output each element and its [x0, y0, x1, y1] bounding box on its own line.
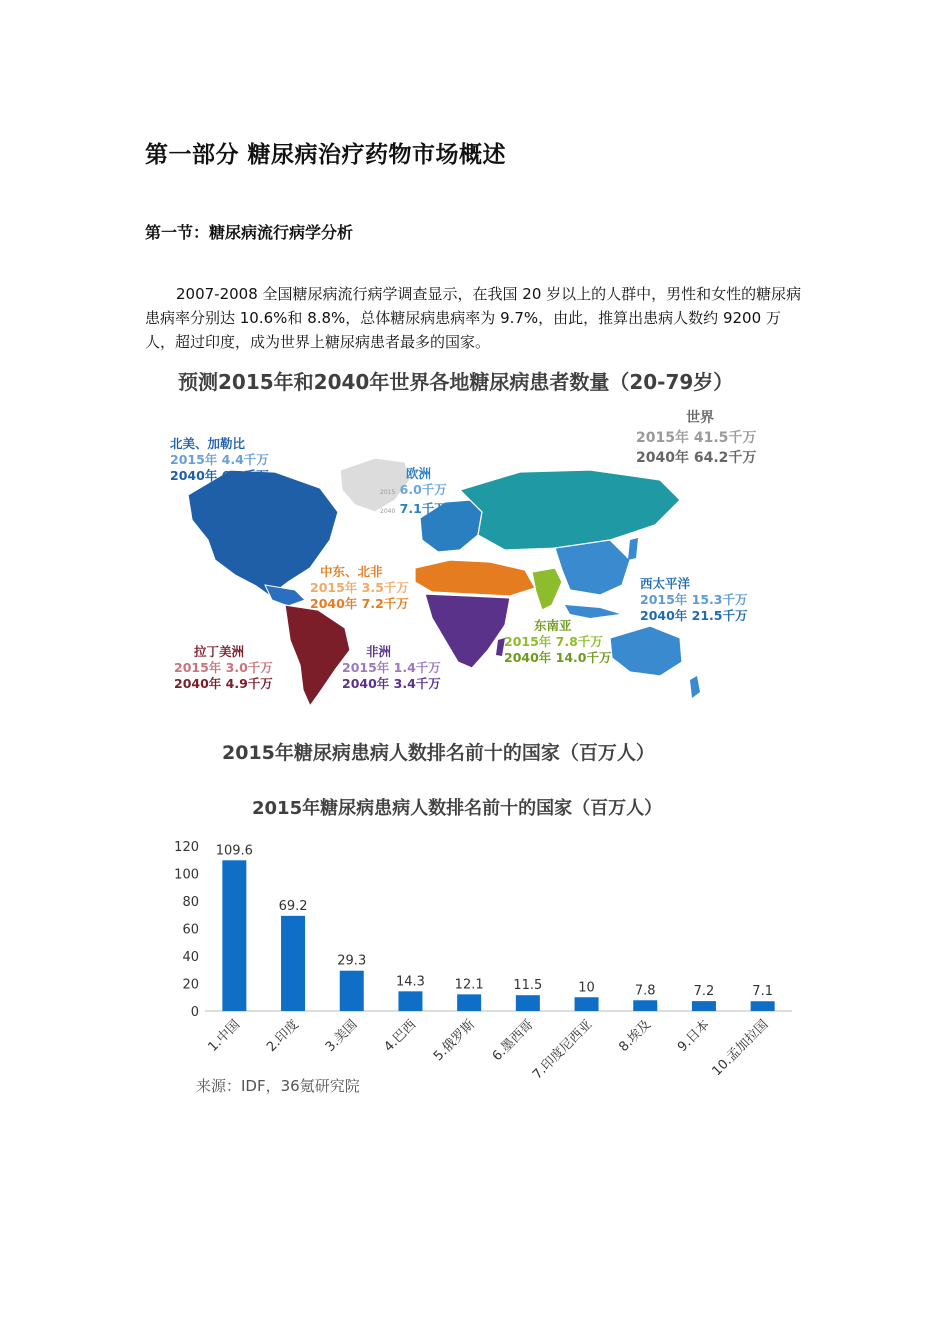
- page-heading: 第一部分 糖尿病治疗药物市场概述: [145, 142, 507, 168]
- region-value-2040: 2040年 7.2千万: [310, 596, 409, 611]
- region-name: 西太平洋: [640, 576, 691, 591]
- section-heading: 第一节：糖尿病流行病学分析: [145, 223, 354, 242]
- y-tick-label: 40: [182, 950, 199, 965]
- bar: [281, 916, 305, 1011]
- bar: [457, 994, 481, 1011]
- map-latin-america: [285, 605, 350, 706]
- map-southeast-asia: [532, 568, 562, 610]
- bar-value-label: 7.1: [752, 984, 773, 1000]
- x-category-label: 3.美国: [322, 1017, 361, 1055]
- bar: [692, 1001, 716, 1011]
- x-category-label: 2.印度: [264, 1017, 302, 1055]
- bar: [575, 997, 599, 1011]
- bar-value-label: 7.8: [634, 983, 656, 999]
- region-label-western-pacific: [640, 576, 747, 624]
- region-value-2015: 2015年 15.3千万: [640, 592, 748, 607]
- region-name: 世界: [686, 410, 714, 426]
- y-tick-label: 120: [174, 840, 199, 855]
- map-australia: [610, 626, 682, 676]
- bar: [751, 1001, 775, 1011]
- region-label-europe: [380, 466, 447, 520]
- region-value-2040: [380, 501, 447, 520]
- region-value-2040: 2040年 21.5千万: [640, 608, 748, 623]
- x-category-label: 9.日本: [675, 1017, 713, 1055]
- bar-value-label: 69.2: [278, 898, 308, 914]
- y-tick-label: 20: [182, 977, 199, 993]
- region-value-2040: 2040年 6.1千万: [170, 468, 269, 483]
- region-label-africa: [342, 644, 441, 692]
- y-tick-label: 60: [182, 922, 199, 938]
- region-name: 拉丁美洲: [194, 644, 245, 659]
- region-value-2040: 2040年 3.4千万: [342, 676, 441, 691]
- x-category-label: 6.墨西哥: [489, 1017, 537, 1065]
- bar-value-label: 12.1: [454, 977, 484, 993]
- bar-value-label: 109.6: [215, 843, 253, 859]
- bar: [340, 971, 364, 1011]
- bar-chart-outer-title: 2015年糖尿病患病人数排名前十的国家（百万人）: [222, 742, 655, 764]
- bar: [398, 991, 422, 1011]
- x-category-label: 4.巴西: [381, 1017, 420, 1055]
- y-tick-label: 80: [182, 895, 199, 910]
- x-category-label: 1.中国: [205, 1017, 244, 1055]
- region-value-2015: 2015年 41.5千万: [636, 430, 757, 446]
- region-value-2040: 2040年 14.0千万: [504, 650, 612, 665]
- x-category-label: 8.埃及: [616, 1017, 655, 1055]
- map-north-asia: [460, 470, 680, 550]
- y-tick-label: 0: [190, 1005, 199, 1020]
- x-category-label: 7.印度尼西亚: [530, 1017, 596, 1083]
- region-label-world: [636, 408, 756, 468]
- region-value-2040: 2040年 64.2千万: [636, 450, 757, 466]
- region-value-2015: 2015年 3.0千万: [174, 660, 273, 675]
- region-value-2015: 2015年 3.5千万: [310, 580, 409, 595]
- region-year-2015: 2015: [380, 489, 396, 496]
- bar-value-label: 7.2: [693, 984, 715, 1000]
- bar-value-label: 11.5: [513, 978, 543, 994]
- bar: [222, 860, 246, 1011]
- region-label-mena: [310, 564, 409, 612]
- region-value-2015: [380, 482, 447, 501]
- map-mena: [415, 560, 535, 596]
- y-tick-label: 100: [174, 867, 199, 883]
- bar: [516, 995, 540, 1011]
- region-name: 非洲: [366, 644, 392, 659]
- bar-value-label: 29.3: [337, 953, 367, 969]
- x-category-label: 10.孟加拉国: [709, 1017, 772, 1080]
- region-value-2015: 2015年 7.8千万: [504, 634, 603, 649]
- region-name: 中东、北非: [320, 564, 383, 579]
- region-name: 北美、加勒比: [170, 436, 246, 451]
- region-value-2015: 2015年 1.4千万: [342, 660, 441, 675]
- region-name: 东南亚: [534, 618, 572, 633]
- region-amount-2040: 7.1千万: [399, 501, 447, 516]
- x-category-label: 5.俄罗斯: [431, 1017, 478, 1065]
- region-value-2015: 2015年 4.4千万: [170, 452, 269, 467]
- region-value-2040: 2040年 4.9千万: [174, 676, 273, 691]
- map-indonesia: [565, 605, 620, 618]
- bar-chart: [160, 830, 810, 1083]
- map-caribbean: [265, 585, 305, 606]
- region-name: 欧洲: [406, 466, 432, 481]
- region-label-north-america: [170, 436, 269, 484]
- map-title: 预测2015年和2040年世界各地糖尿病患者数量（20-79岁）: [178, 370, 734, 394]
- bar-value-label: 10: [578, 980, 595, 996]
- map-western-pacific: [555, 540, 630, 595]
- bar-value-label: 14.3: [395, 974, 425, 990]
- source-note: 来源：IDF，36氪研究院: [196, 1077, 360, 1095]
- region-label-southeast-asia: [504, 618, 611, 666]
- region-label-latin-america: [174, 644, 273, 692]
- region-amount-2015: 6.0千万: [399, 482, 447, 497]
- bar-chart-title: 2015年糖尿病患病人数排名前十的国家（百万人）: [252, 798, 663, 819]
- region-year-2040: 2040: [380, 508, 396, 515]
- map-japan: [628, 538, 638, 560]
- intro-paragraph: 2007-2008 全国糖尿病流行病学调查显示，在我国 20 岁以上的人群中，男性和女性的糖尿病患病率分别达 10.6%和 8.8%，总体糖尿病患病率为 9.7%，由此，推算出患病人数约 9200 万人，超过印度，成为世界上糖尿病患者最多的国家。: [145, 285, 802, 351]
- map-new-zealand: [690, 676, 700, 698]
- bar: [633, 1000, 657, 1011]
